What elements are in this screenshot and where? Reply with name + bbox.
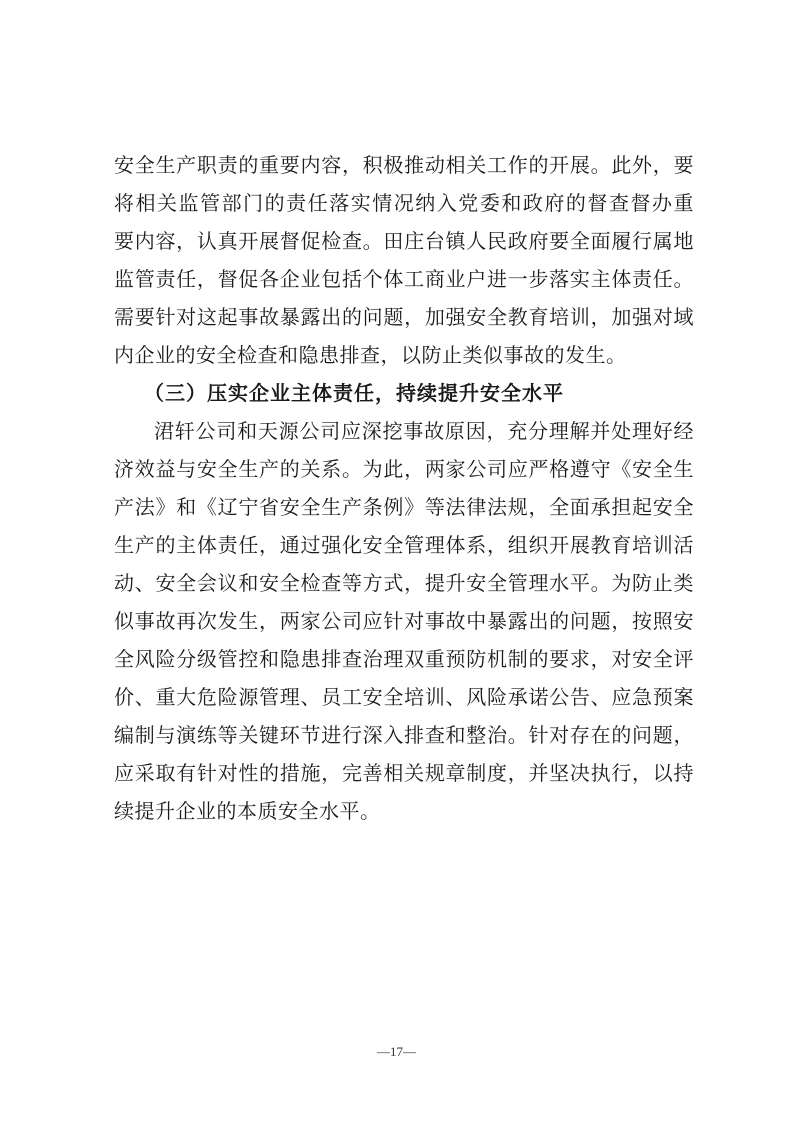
paragraph-line: 安全生产职责的重要内容，积极推动相关工作的开展。此外，要 [114,153,694,177]
paragraph-line: 价、重大危险源管理、员工安全培训、风险承诺公告、应急预案 [114,685,694,709]
paragraph-line: 编制与演练等关键环节进行深入排查和整治。针对存在的问题， [114,723,694,747]
section-heading: （三）压实企业主体责任，持续提升安全水平 [144,381,564,405]
paragraph-line: 监管责任，督促各企业包括个体工商业户进一步落实主体责任。 [114,267,694,291]
paragraph-line: 产法》和《辽宁省安全生产条例》等法律法规，全面承担起安全 [114,495,694,519]
paragraph-line: 似事故再次发生，两家公司应针对事故中暴露出的问题，按照安 [114,609,694,633]
paragraph-line: 应采取有针对性的措施，完善相关规章制度，并坚决执行，以持 [114,761,694,785]
paragraph-2 [114,412,694,830]
paragraph-line: 涒轩公司和天源公司应深挖事故原因，充分理解并处理好经 [154,419,694,443]
paragraph-line: 动、安全会议和安全检查等方式，提升安全管理水平。为防止类 [114,571,694,595]
document-body [114,146,694,830]
paragraph-line: 要内容，认真开展督促检查。田庄台镇人民政府要全面履行属地 [114,229,694,253]
paragraph-line: 将相关监管部门的责任落实情况纳入党委和政府的督查督办重 [114,191,694,215]
paragraph-line: 续提升企业的本质安全水平。 [114,799,381,823]
paragraph-1 [114,146,694,374]
page-number: —17— [377,1044,416,1059]
paragraph-line: 生产的主体责任，通过强化安全管理体系，组织开展教育培训活 [114,533,694,557]
paragraph-line: 需要针对这起事故暴露出的问题，加强安全教育培训，加强对域 [114,305,694,329]
paragraph-line: 济效益与安全生产的关系。为此，两家公司应严格遵守《安全生 [114,457,694,481]
paragraph-line: 全风险分级管控和隐患排查治理双重预防机制的要求，对安全评 [114,647,694,671]
paragraph-line: 内企业的安全检查和隐患排查，以防止类似事故的发生。 [114,343,627,367]
